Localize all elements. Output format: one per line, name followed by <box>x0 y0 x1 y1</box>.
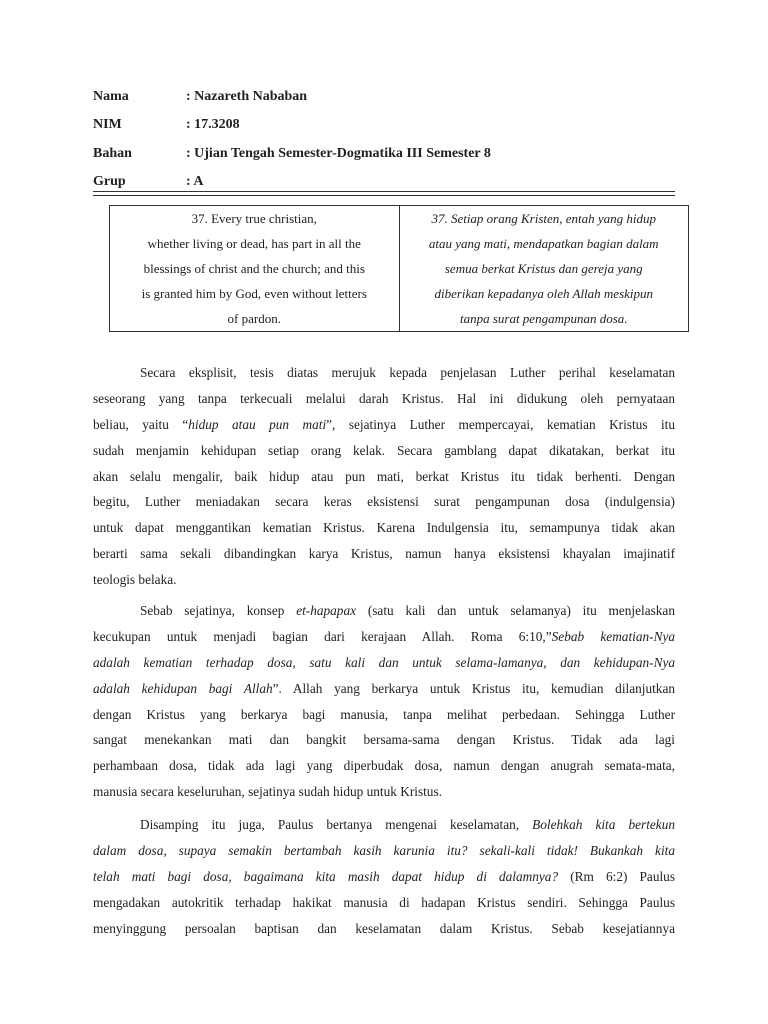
header-divider-bottom <box>93 195 675 196</box>
text-line: sangat menekankan mati dan bangkit bersama-sama dengan Kristus. Tidak ada lagi <box>93 732 675 748</box>
thesis-english-cell <box>110 206 400 332</box>
thesis-english-line: whether living or dead, has part in all the <box>147 236 361 251</box>
paragraph-1 <box>93 360 675 593</box>
text-line <box>93 676 675 702</box>
text-line: dengan Kristus yang berkarya bagi manusia, tanpa melihat perbedaan. Sehingga Luther <box>93 706 675 722</box>
thesis-english-line: of pardon. <box>227 311 281 326</box>
text-run: ”, sejatinya Luther mempercayai, kematian Kristus itu <box>326 416 675 432</box>
text-line <box>93 812 675 838</box>
header-value: : Ujian Tengah Semester-Dogmatika III Semester 8 <box>186 146 491 161</box>
header-value: : 17.3208 <box>186 117 240 132</box>
thesis-english-line: blessings of christ and the church; and this <box>143 261 365 276</box>
text-line <box>93 624 675 650</box>
text-line: menyinggung persoalan baptisan dan keselamatan dalam Kristus. Sebab kesejatiannya <box>93 920 675 936</box>
emphasis-text: hidup atau pun mati <box>188 416 327 432</box>
text-run: (Rm 6:2) Paulus <box>558 868 675 884</box>
thesis-english-line: 37. Every true christian, <box>191 211 317 226</box>
header-label: Nama <box>93 89 129 104</box>
header-label: Bahan <box>93 146 132 161</box>
text-run: ”. Allah yang berkarya untuk Kristus itu, kemudian dilanjutkan <box>272 680 675 696</box>
text-line: akan selalu mengalir, baik hidup atau pun mati, berkat Kristus itu tidak berhenti. Dengan <box>93 468 675 484</box>
emphasis-text: adalah kehidupan bagi Allah <box>93 680 273 696</box>
text-line: manusia secara keseluruhan, sejatinya sudah hidup untuk Kristus. <box>93 784 442 800</box>
text-run: Sebab sejatinya, konsep <box>140 603 297 618</box>
text-line: mengadakan autokritik terhadap hakikat manusia di hadapan Kristus sendiri. Sehingga Paulus <box>93 894 675 910</box>
header-label: Grup <box>93 174 126 189</box>
text-line: begitu, Luther meniadakan secara keras eksistensi surat pengampunan dosa (indulgensia) <box>93 494 675 510</box>
emphasis-text: dalam dosa, supaya semakin bertambah kasih karunia itu? sekali-kali tidak! Bukankah kita <box>93 842 675 858</box>
text-run: kecukupan untuk menjadi bagian dari kerajaan Allah. Roma 6:10,” <box>93 628 552 644</box>
text-line <box>93 650 675 676</box>
header-value: : A <box>186 174 204 189</box>
text-line: seseorang yang tanpa terkecuali melalui darah Kristus. Hal ini didukung oleh pernyataan <box>93 390 675 406</box>
emphasis-text: Sebab kematian-Nya <box>551 628 675 644</box>
table-row <box>110 206 689 332</box>
thesis-indonesian-line: tanpa surat pengampunan dosa. <box>459 311 628 326</box>
text-run: (satu kali dan untuk selamanya) itu menjelaskan <box>356 603 675 618</box>
header-divider-top <box>93 191 675 192</box>
text-line <box>93 598 675 624</box>
emphasis-text: et-hapapax <box>296 603 357 618</box>
emphasis-text: telah mati bagi dosa, bagaimana kita masih dapat hidup di dalamnya? <box>93 868 559 884</box>
header-label: NIM <box>93 117 122 132</box>
text-line <box>93 412 675 438</box>
thesis-english-line: is granted him by God, even without letters <box>141 286 367 301</box>
text-line <box>93 838 675 864</box>
thesis-indonesian-line: atau yang mati, mendapatkan bagian dalam <box>428 236 659 251</box>
paragraph-2 <box>93 598 675 805</box>
thesis-indonesian-cell <box>399 206 689 332</box>
paragraph-3 <box>93 812 675 941</box>
text-line <box>93 864 675 890</box>
text-line: untuk dapat menggantikan kematian Kristus. Karena Indulgensia itu, semampunya tidak akan <box>93 520 675 536</box>
text-run: beliau, yaitu “ <box>93 416 189 432</box>
text-run: Disamping itu juga, Paulus bertanya mengenai keselamatan, <box>140 817 533 832</box>
thesis-indonesian-line: 37. Setiap orang Kristen, entah yang hidup <box>431 211 657 226</box>
emphasis-text: adalah kematian terhadap dosa, satu kali dan untuk selama-lamanya, dan kehidupan-Nya <box>93 654 675 670</box>
emphasis-text: Bolehkah kita bertekun <box>532 817 675 832</box>
header-value: : Nazareth Nababan <box>186 89 308 104</box>
thesis-indonesian-line: semua berkat Kristus dan gereja yang <box>444 261 643 276</box>
text-line: perhambaan dosa, tidak ada lagi yang diperbudak dosa, namun dengan anugrah semata-mata, <box>93 758 675 774</box>
text-line: sudah menjamin kehidupan setiap orang kelak. Secara gamblang dapat dikatakan, berkat itu <box>93 442 675 458</box>
text-line: teologis belaka. <box>93 572 177 588</box>
thesis-table <box>109 205 689 332</box>
thesis-indonesian-line: diberikan kepadanya oleh Allah meskipun <box>434 286 654 301</box>
text-line: Secara eksplisit, tesis diatas merujuk kepada penjelasan Luther perihal keselamatan <box>140 365 675 380</box>
text-line: berarti sama sekali dibandingkan karya Kristus, namun hanya eksistensi khayalan imajinatif <box>93 546 675 562</box>
